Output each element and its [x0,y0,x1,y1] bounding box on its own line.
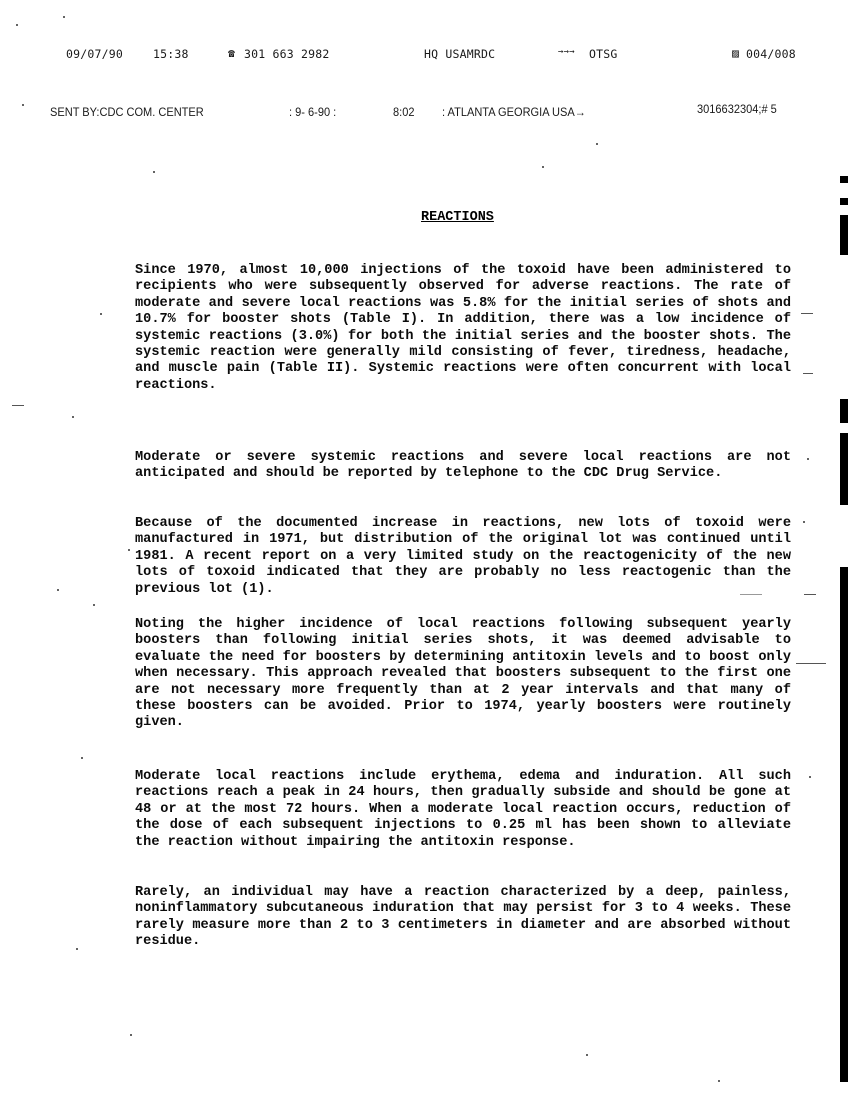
fax-sender: HQ USAMRDC [424,47,496,61]
paragraph-4: Noting the higher incidence of local reactions following subsequent yearly boosters than following initial series shots, it was deemed advisable to evaluate the need for boosters by determining antitoxin levels and to boost only when necessary. This approach revealed that boosters subsequent to the first one are not necessary more frequently than at 2 year intervals and that many of these boosters can be avoided. Prior to 1974, yearly boosters were routinely given. [135,617,791,731]
fax-time: 15:38 [153,47,189,61]
margin-dash [740,594,762,595]
scan-speck [718,1080,720,1082]
scan-speck [16,24,18,26]
margin-dash [801,313,813,314]
scan-speck [128,549,130,551]
margin-mark [840,176,848,183]
change-bar [840,567,848,1082]
sent-fax-number: 3016632304;# 5 [697,102,777,116]
scan-speck [81,757,83,759]
paragraph-6: Rarely, an individual may have a reaction characterized by a deep, painless, noninflammatory subcutaneous induration that may persist for 3 to 4 weeks. These rarely measure more than 2 to 3 centimeters in diameter and are absorbed without residue. [135,885,791,950]
scan-speck [809,776,811,778]
fax-page-number: 004/008 [746,47,796,61]
fax-recipient: OTSG [589,47,618,61]
sent-time: 8:02 [393,105,415,119]
scan-speck [63,16,65,18]
scan-speck [22,104,24,106]
change-bar [840,433,848,505]
margin-dash [804,594,816,595]
sent-by: SENT BY:CDC COM. CENTER [50,105,204,119]
scan-speck [586,1054,588,1056]
scan-speck [72,416,74,418]
paragraph-1: Since 1970, almost 10,000 injections of the toxoid have been administered to recipients who were subsequently observed for adverse reactions. The rate of moderate and severe local reactions was 5.8% for the initial series of shots and 10.7% for booster shots (Table I). In addition, there was a low incidence of systemic reactions (3.0%) for both the initial series and the booster shots. The systemic reaction were generally mild consisting of fever, tiredness, headache, and muscle pain (Table II). Systemic reactions were often concurrent with local reactions. [135,263,791,393]
fax-phone: 301 663 2982 [244,47,330,61]
page-icon: ▨ [732,46,740,60]
sent-location: : ATLANTA GEORGIA USA→ [442,105,586,119]
paragraph-5: Moderate local reactions include erythema, edema and induration. All such reactions reach a peak in 24 hours, then gradually subside and should be gone at 48 or at the most 72 hours. When a moderate local reaction occurs, reduction of the dose of each subsequent injections to 0.25 ml has been shown to alleviate the reaction without impairing the antitoxin response. [135,769,791,850]
fax-date: 09/07/90 [66,47,123,61]
scan-speck [76,948,78,950]
margin-dash [796,663,826,664]
paragraph-2: Moderate or severe systemic reactions and severe local reactions are not anticipated and should be reported by telephone to the CDC Drug Service. [135,450,791,482]
margin-dash [12,405,24,406]
scan-speck [803,521,805,523]
scan-speck [130,1034,132,1036]
paragraph-3: Because of the documented increase in reactions, new lots of toxoid were manufactured in 1971, but distribution of the original lot was continued until 1981. A recent report on a very limited study on the reactogenicity of the new lots of toxoid indicated that they are probably no less reactogenic than the previous lot (1). [135,516,791,597]
margin-mark [840,198,848,205]
document-title: REACTIONS [421,210,494,225]
scan-speck [57,589,59,591]
scan-speck [100,313,102,315]
arrow-icon: →→→ [558,47,575,57]
scan-speck [93,604,95,606]
phone-icon: ☎ [228,46,236,60]
scan-speck [153,171,155,173]
change-bar [840,399,848,423]
sent-date: : 9- 6-90 : [289,105,337,119]
margin-dash [803,373,813,374]
scan-speck [807,458,809,460]
change-bar [840,215,848,255]
scan-speck [596,143,598,145]
scan-speck [542,166,544,168]
